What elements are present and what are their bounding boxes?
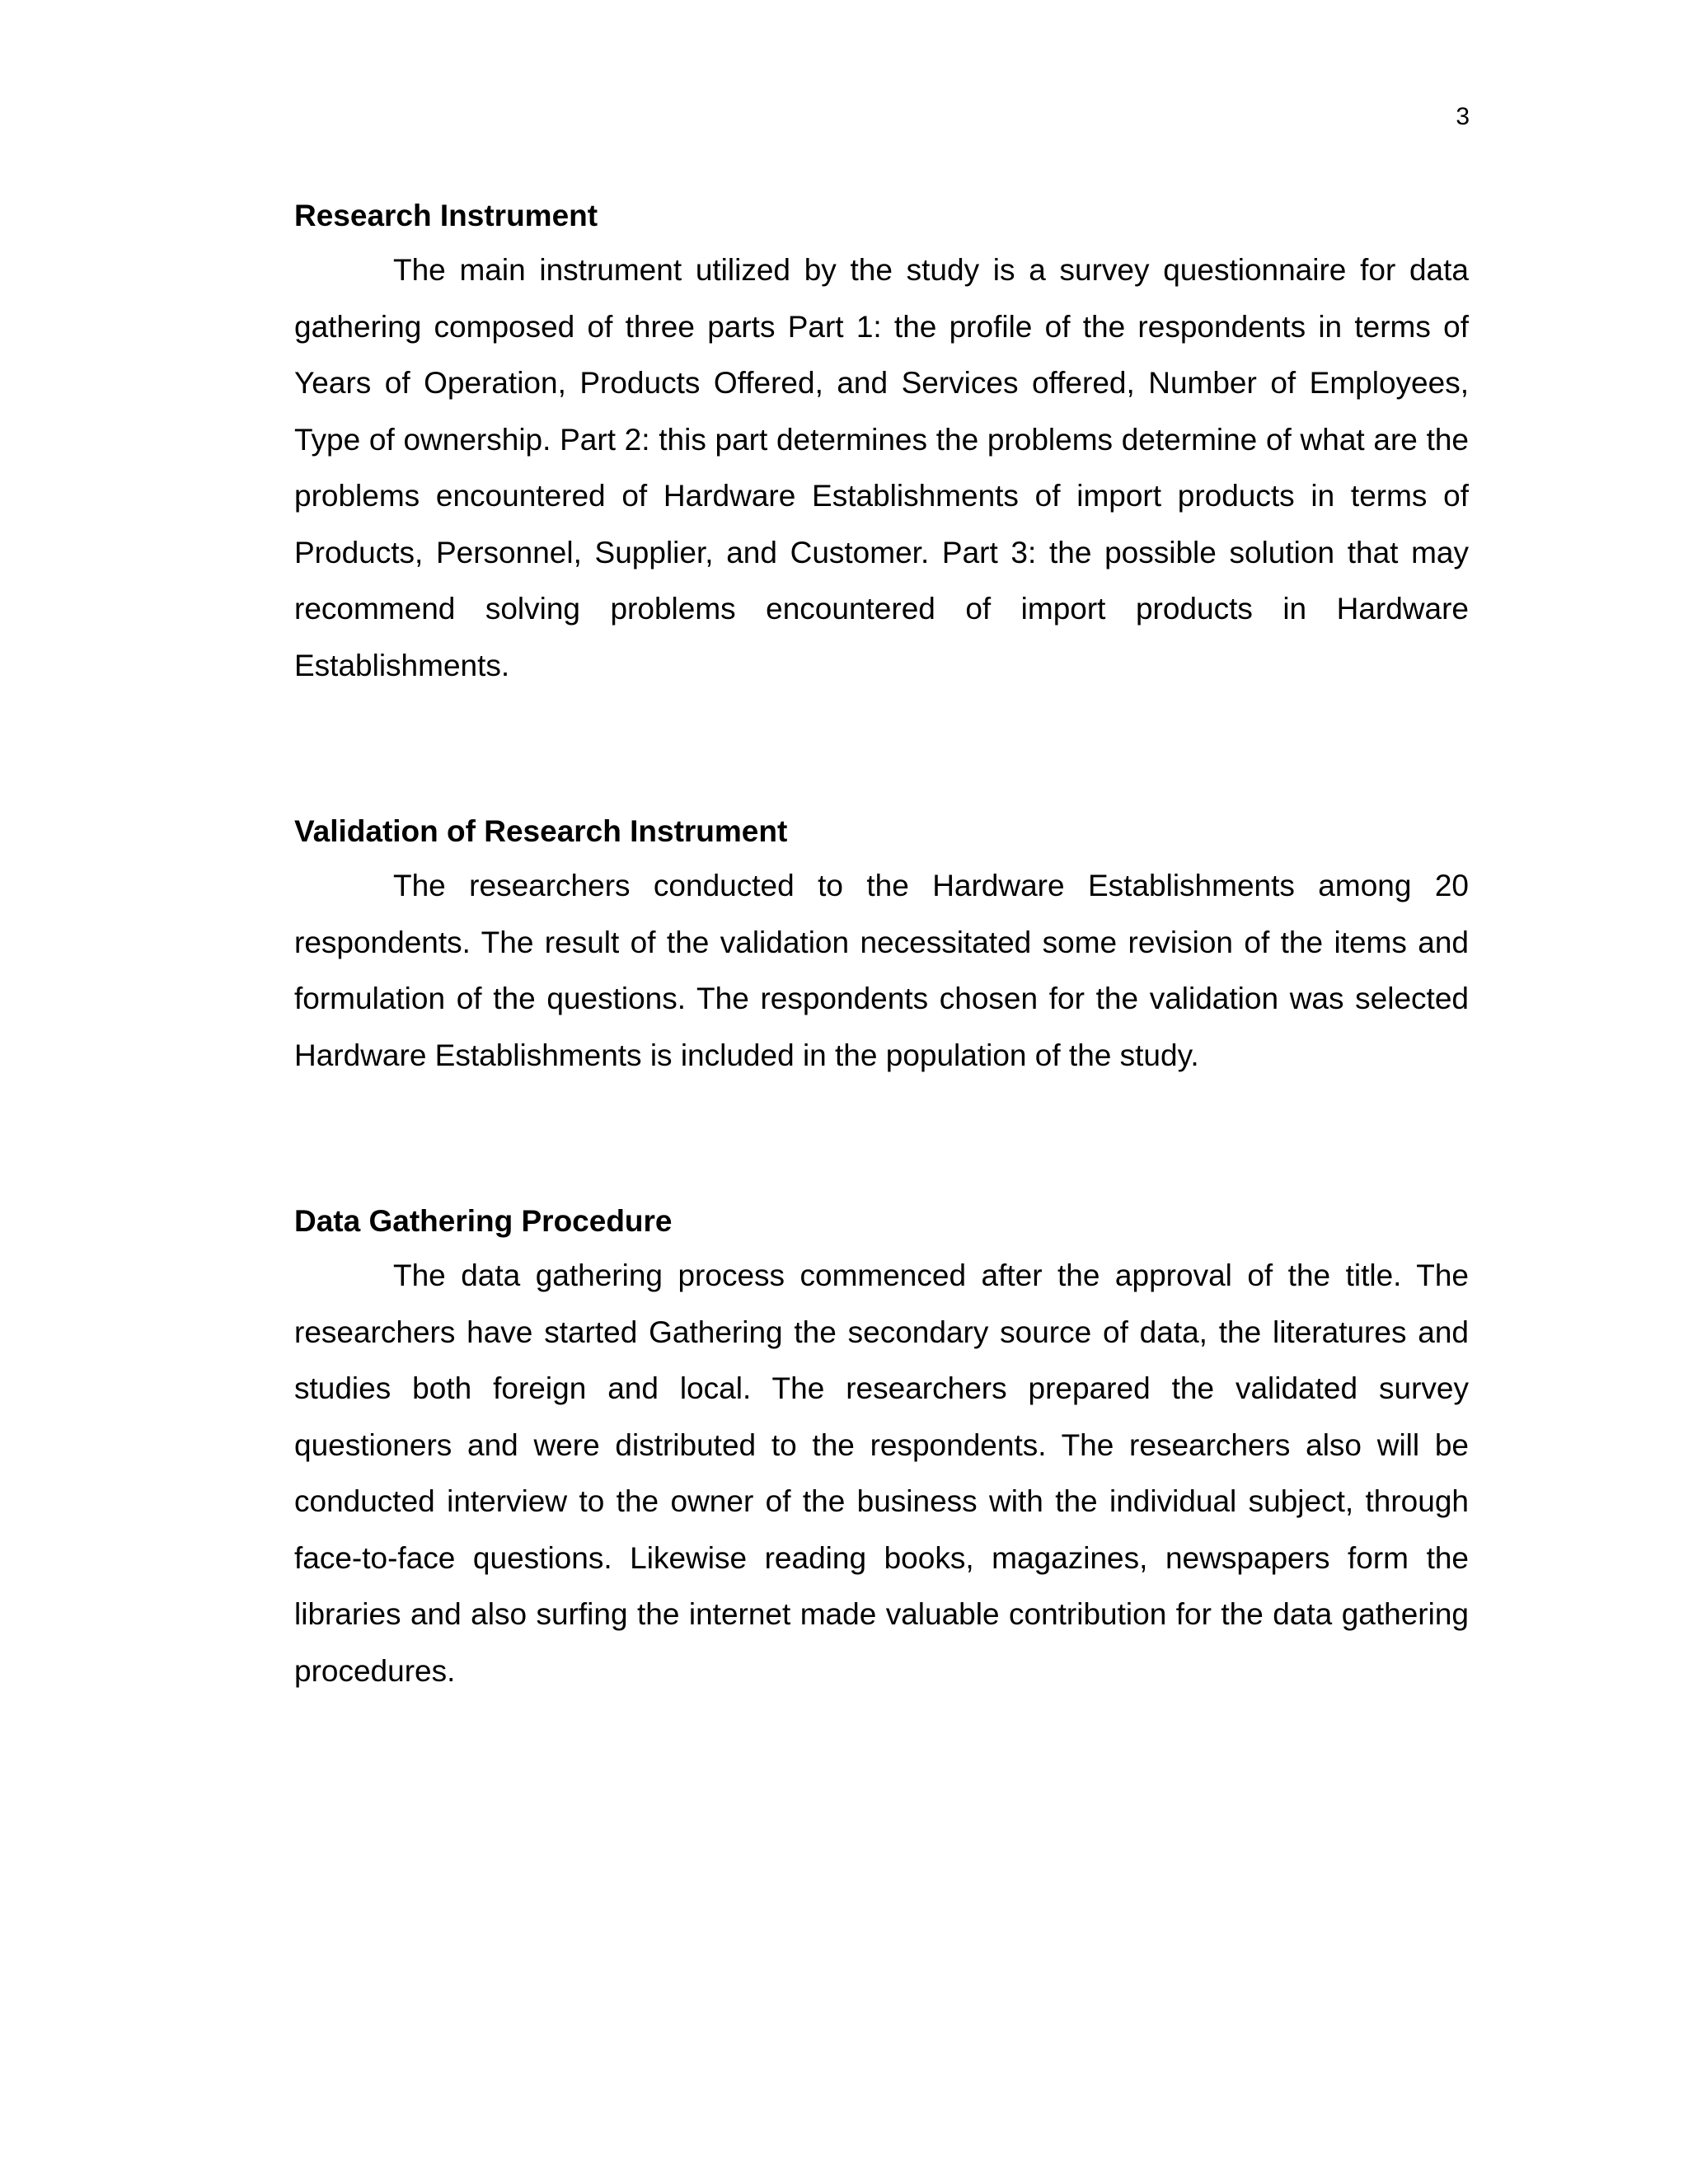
section-heading: Research Instrument	[294, 199, 598, 232]
section-validation-of-research-instrument	[294, 805, 1469, 1084]
section-paragraph: The researchers conducted to the Hardware Establishments among 20 respondents. The result of the validation necessitated some revision of the items and formulation of the questions. The respondents chosen for the validation was selected Hardware Establishments is included in the population of the study.	[294, 869, 1469, 1072]
page-number: 3	[1456, 103, 1470, 130]
section-paragraph: The data gathering process commenced after the approval of the title. The researchers have started Gathering the secondary source of data, the literatures and studies both foreign and local. The researchers prepared the validated survey questioners and were distributed to the respondents. The researchers also will be conducted interview to the owner of the business with the individual subject, through face-to-face questions. Likewise reading books, magazines, newspapers form the libraries and also surfing the internet made valuable contribution for the data gathering procedures.	[294, 1258, 1469, 1688]
section-paragraph: The main instrument utilized by the study is a survey questionnaire for data gathering composed of three parts Part 1: the profile of the respondents in terms of Years of Operation, Products Offered, and Services offered, Number of Employees, Type of ownership. Part 2: this part determines the problems determine of what are the problems encountered of Hardware Establishments of import products in terms of Products, Personnel, Supplier, and Customer. Part 3: the possible solution that may recommend solving problems encountered of import products in Hardware Establishments.	[294, 253, 1469, 682]
section-heading: Data Gathering Procedure	[294, 1204, 673, 1238]
section-research-instrument	[294, 190, 1469, 694]
section-heading: Validation of Research Instrument	[294, 814, 788, 848]
section-data-gathering-procedure	[294, 1195, 1469, 1699]
document-body	[294, 190, 1469, 1699]
